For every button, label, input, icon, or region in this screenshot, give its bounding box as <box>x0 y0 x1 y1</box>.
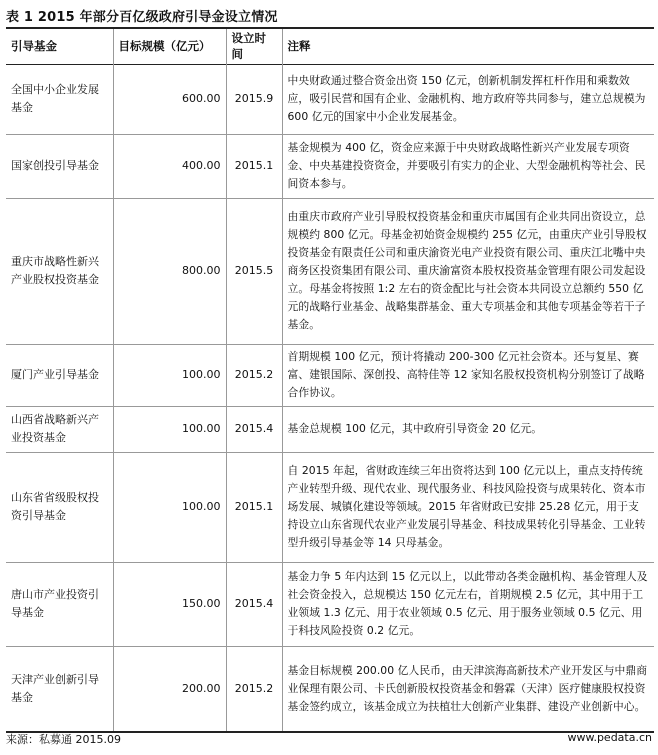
fund-name: 天津产业创新引导基金 <box>11 672 99 704</box>
table-row <box>6 344 654 406</box>
fund-name: 山西省战略新兴产业投资基金 <box>11 413 99 444</box>
target-scale: 100.00 <box>113 452 226 562</box>
target-scale: 150.00 <box>113 562 226 646</box>
fund-table <box>6 27 654 733</box>
target-scale: 600.00 <box>113 64 226 134</box>
setup-date: 2015.4 <box>226 562 282 646</box>
setup-date: 2015.2 <box>226 646 282 732</box>
table-row <box>6 406 654 452</box>
setup-date: 2015.4 <box>226 406 282 452</box>
fund-note: 基金规模为 400 亿，资金应来源于中央财政战略性新兴产业发展专项资金、中央基建投资资金，并要吸引有实力的企业、大型金融机构等社会、民间资本参与。 <box>282 134 654 198</box>
target-scale: 400.00 <box>113 134 226 198</box>
setup-date: 2015.5 <box>226 198 282 344</box>
fund-note: 自 2015 年起，省财政连续三年出资将达到 100 亿元以上，重点支持传统产业转型升级、现代农业、现代服务业、科技风险投资与成果转化、资本市场发展、城镇化建设等领域。2015 年省财政已安排 25.28 亿元，用于支持设立山东省现代农业产业发展引导基金、科技成果转化引导基金、工业转型升级引导基金等 14 只母基金。 <box>282 452 654 562</box>
setup-date: 2015.2 <box>226 344 282 406</box>
header-note: 注释 <box>282 28 654 64</box>
header-date: 设立时间 <box>226 28 282 64</box>
table-row <box>6 452 654 562</box>
fund-note: 中央财政通过整合资金出资 150 亿元，创新机制发挥杠杆作用和乘数效应，吸引民营和国有企业、金融机构、地方政府等共同参与，建立总规模为 600 亿元的国家中小企业发展基金。 <box>282 64 654 134</box>
fund-name: 国家创投引导基金 <box>11 159 99 172</box>
fund-name: 山东省省级股权投资引导基金 <box>11 491 99 522</box>
target-scale: 800.00 <box>113 198 226 344</box>
fund-note: 基金总规模 100 亿元，其中政府引导资金 20 亿元。 <box>282 406 654 452</box>
table-header-row <box>6 28 654 64</box>
fund-note: 基金目标规模 200.00 亿人民币，由天津滨海高新技术产业开发区与中鼎商业保理有限公司、卡氏创新股权投资基金和磐霖（天津）医疗健康股权投资基金签约成立，该基金成立为扶植壮大创新产业集群、建设产业创新中心。 <box>282 646 654 732</box>
table-row <box>6 646 654 732</box>
table-row <box>6 134 654 198</box>
target-scale: 100.00 <box>113 406 226 452</box>
source-note: 来源：私募通 2015.09 <box>6 733 121 746</box>
watermark: www.pedata.cn <box>567 731 652 744</box>
header-fund: 引导基金 <box>11 39 57 54</box>
fund-name: 全国中小企业发展基金 <box>11 83 99 114</box>
fund-note: 基金力争 5 年内达到 15 亿元以上，以此带动各类金融机构、基金管理人及社会资金投入，总规模达 150 亿元左右，首期规模 2.5 亿元，其中用于工业领域 1.3 亿元、用于农业领域 0.5 亿元、用于服务业领域 0.5 亿元、用于科技风险投资 0.2 亿元。 <box>282 562 654 646</box>
fund-name: 重庆市战略性新兴产业股权投资基金 <box>11 255 99 286</box>
target-scale: 200.00 <box>113 646 226 732</box>
fund-name: 厦门产业引导基金 <box>11 368 99 381</box>
table-footer <box>6 731 652 747</box>
fund-note: 由重庆市政府产业引导股权投资基金和重庆市属国有企业共同出资设立，总规模约 800 亿元。母基金初始资金规模约 255 亿元，由重庆产业引导股权投资基金有限责任公司和重庆渝资光电产业投资有限公司、重庆江北嘴中央商务区投资集团有限公司、重庆渝富资本股权投资基金管理有限公司发起设立。母基金将按照 1:2 左右的资金配比与社会资本共同设立总额约 550 亿元的战略行业基金、战略集群基金、重大专项基金和其他专项基金等若干子基金。 <box>282 198 654 344</box>
header-scale: 目标规模（亿元） <box>113 28 226 64</box>
table-row <box>6 562 654 646</box>
table-row <box>6 198 654 344</box>
setup-date: 2015.9 <box>226 64 282 134</box>
table-row <box>6 64 654 134</box>
fund-name: 唐山市产业投资引导基金 <box>11 588 99 619</box>
setup-date: 2015.1 <box>226 452 282 562</box>
target-scale: 100.00 <box>113 344 226 406</box>
setup-date: 2015.1 <box>226 134 282 198</box>
fund-note: 首期规模 100 亿元，预计将撬动 200-300 亿元社会资本。还与复星、赛富、建银国际、深创投、高特佳等 12 家知名股权投资机构分别签订了战略合作协议。 <box>282 344 654 406</box>
table-title: 表 1 2015 年部分百亿级政府引导金设立情况 <box>6 10 278 25</box>
